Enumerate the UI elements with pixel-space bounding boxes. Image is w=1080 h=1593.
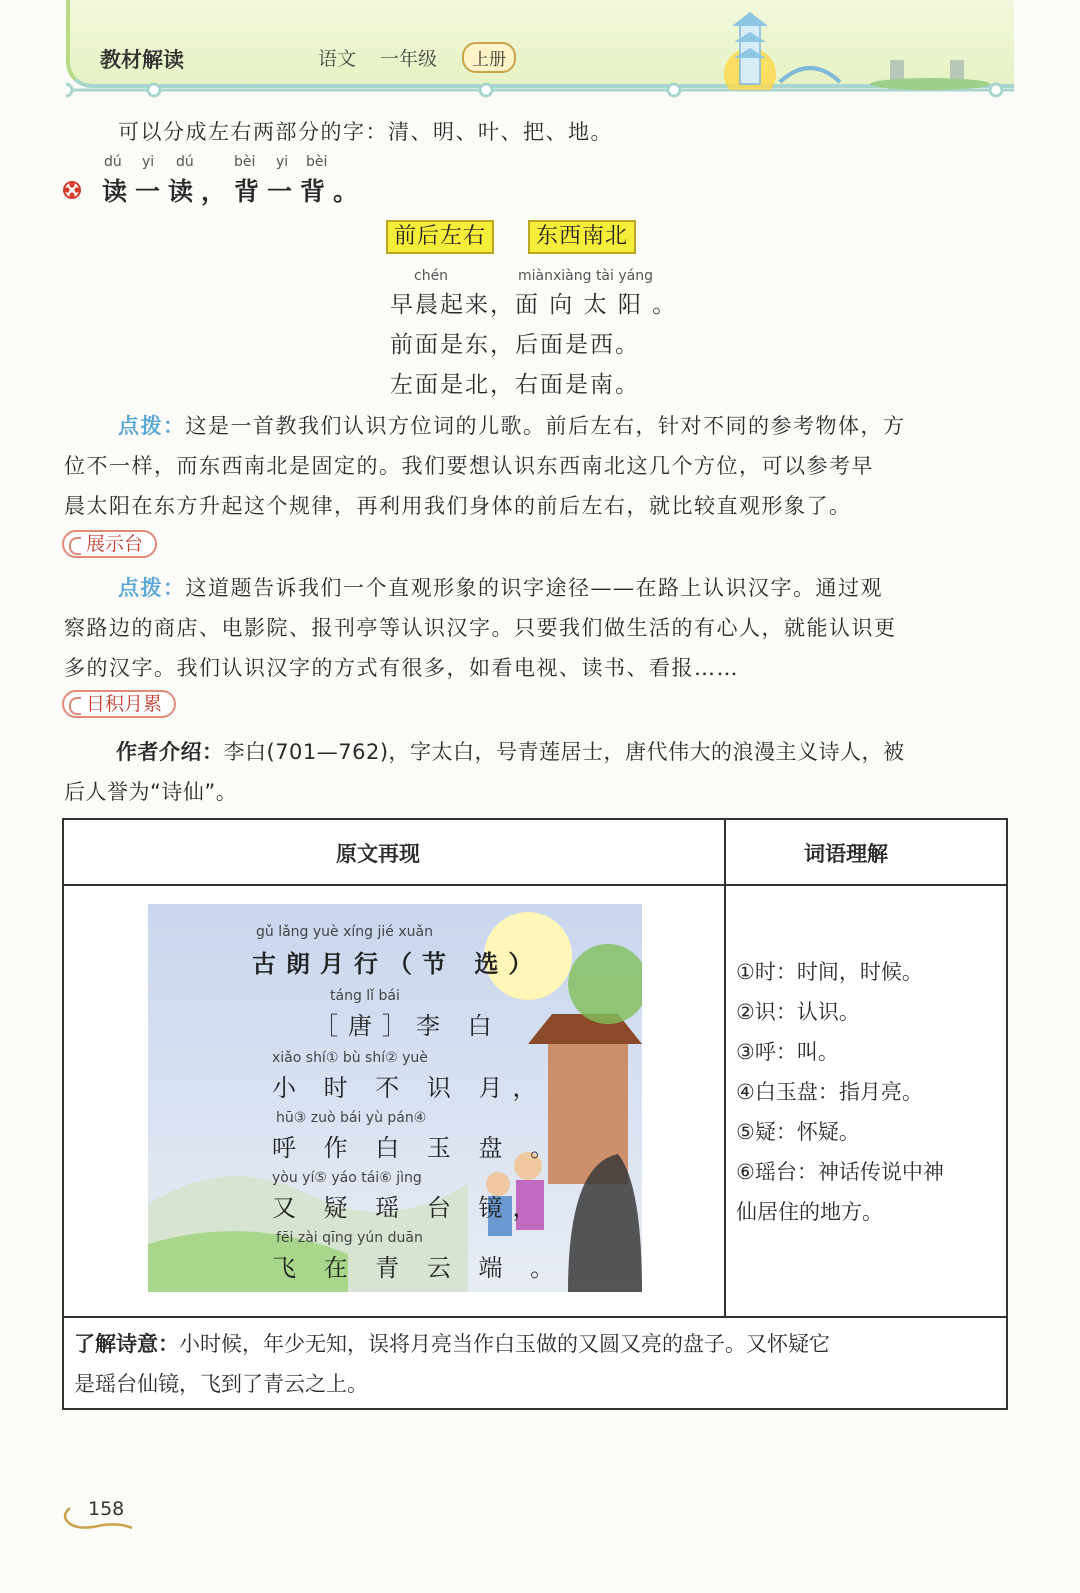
poem-table — [62, 818, 1008, 1410]
poem-author-pinyin: táng lǐ bái — [330, 988, 400, 1004]
heading-pinyin-1: dú — [104, 154, 122, 170]
author-line-2: 后人誉为“诗仙”。 — [64, 780, 238, 804]
poem-title: 古朗月行（节 选） — [252, 949, 543, 978]
poem-verse-4: 飞 在 青 云 端 。 — [272, 1254, 565, 1282]
meaning-label: 了解诗意： — [74, 1332, 179, 1356]
poem-pinyin-chen: chén — [414, 268, 449, 284]
heading-pinyin-2: yi — [142, 154, 155, 170]
poem-author: ［唐］李 白 — [314, 1012, 502, 1040]
tip1-line-3: 晨太阳在东方升起这个规律，再利用我们身体的前后左右，就比较直观形象了。 — [64, 494, 852, 518]
word-item-3: ③呼：叫。 — [736, 1040, 839, 1064]
author-label: 作者介绍： — [116, 740, 224, 764]
word-item-4: ④白玉盘：指月亮。 — [736, 1080, 923, 1104]
poem-line-3-pinyin: yòu yí⑤ yáo tái⑥ jìng — [272, 1170, 422, 1186]
page-header — [0, 0, 1080, 100]
tip2-label: 点拨： — [118, 575, 186, 600]
page-number-text: 158 — [88, 1498, 125, 1520]
poem-line-3: 左面是北，右面是南。 — [390, 372, 640, 398]
section-accumulate-label: 日积月累 — [62, 690, 176, 718]
tag-east-west-south-north: 东西南北 — [528, 220, 636, 254]
tag-front-back-left-right: 前后左右 — [386, 220, 494, 254]
heading-pinyin-6: bèi — [306, 154, 328, 170]
meaning-text-1: 小时候，年少无知，误将月亮当作白玉做的又圆又亮的盘子。又怀疑它 — [179, 1332, 830, 1356]
word-item-1: ①时：时间，时候。 — [736, 960, 923, 984]
poem-title-pinyin: gǔ lǎng yuè xíng jié xuǎn — [256, 924, 433, 940]
tip1-line-2: 位不一样，而东西南北是固定的。我们要想认识东西南北这几个方位，可以参考早 — [64, 454, 874, 478]
poem-line-1-pinyin: xiǎo shí① bù shí② yuè — [272, 1050, 428, 1066]
poem-verse-2: 呼 作 白 玉 盘 。 — [272, 1134, 565, 1162]
poem-illustration — [148, 904, 642, 1292]
table-divider-header — [64, 884, 1006, 886]
pagoda-illustration — [700, 4, 1000, 90]
tip2-line-3: 多的汉字。我们认识汉字的方式有很多，如看电视、读书、看报…… — [64, 656, 739, 680]
header-subject: 语文 — [318, 48, 357, 70]
header-title: 教材解读 — [100, 48, 184, 72]
heading-pinyin-4: bèi — [234, 154, 256, 170]
poem-line-2-pinyin: hū③ zuò bái yù pán④ — [276, 1110, 427, 1126]
word-item-5: ⑤疑：怀疑。 — [736, 1120, 860, 1144]
intro-line: 可以分成左右两部分的字：清、明、叶、把、地。 — [118, 120, 613, 144]
section-display-label: 展示台 — [62, 530, 157, 558]
meaning-line-1 — [74, 1324, 994, 1364]
author-text-1: 李白(701—762)，字太白，号青莲居士，唐代伟大的浪漫主义诗人，被 — [223, 740, 905, 764]
poem-line-4-pinyin: fēi zài qīng yún duān — [276, 1230, 423, 1246]
tip1-line-1 — [118, 406, 906, 446]
table-header-words: 词语理解 — [804, 842, 888, 866]
poem-verse-1: 小 时 不 识 月， — [272, 1074, 547, 1102]
tip2-text-1: 这道题告诉我们一个直观形象的识字途径——在路上认识汉字。通过观 — [185, 576, 883, 600]
header-grade: 一年级 — [380, 48, 438, 70]
word-item-6: ⑥瑶台：神话传说中神 — [736, 1160, 944, 1184]
poem-verse-3: 又 疑 瑶 台 镜， — [272, 1194, 547, 1222]
page-number — [64, 1498, 124, 1520]
tip2-line-2: 察路边的商店、电影院、报刊亭等认识汉字。只要我们做生活的有心人，就能认识更 — [64, 616, 897, 640]
table-divider-vertical — [724, 820, 726, 1316]
heading-pinyin-5: yi — [276, 154, 289, 170]
meaning-line-2: 是瑶台仙镜，飞到了青云之上。 — [74, 1372, 368, 1396]
tip1-text-1: 这是一首教我们认识方位词的儿歌。前后左右，针对不同的参考物体，方 — [185, 414, 906, 438]
header-volume-badge: 上册 — [462, 42, 516, 73]
author-intro — [64, 732, 1004, 812]
tip1-label: 点拨： — [118, 413, 186, 438]
heading-pinyin-3: dú — [176, 154, 194, 170]
poem-line-2: 前面是东，后面是西。 — [390, 332, 640, 358]
author-line-1 — [64, 732, 1004, 772]
poem-meaning — [74, 1324, 994, 1404]
poem-line-1: 早晨起来，面 向 太 阳 。 — [390, 292, 678, 318]
table-divider-bottom — [64, 1316, 1006, 1318]
word-item-6-cont: 仙居住的地方。 — [736, 1200, 883, 1224]
word-item-2: ②识：认识。 — [736, 1000, 860, 1024]
flower-bullet-icon — [62, 180, 82, 200]
tip2-line-1 — [118, 568, 883, 608]
read-recite-heading: 读一读，背一背。 — [102, 177, 367, 206]
poem-pinyin-mianxiang: miànxiàng tài yáng — [518, 268, 653, 284]
table-header-original: 原文再现 — [336, 842, 420, 866]
